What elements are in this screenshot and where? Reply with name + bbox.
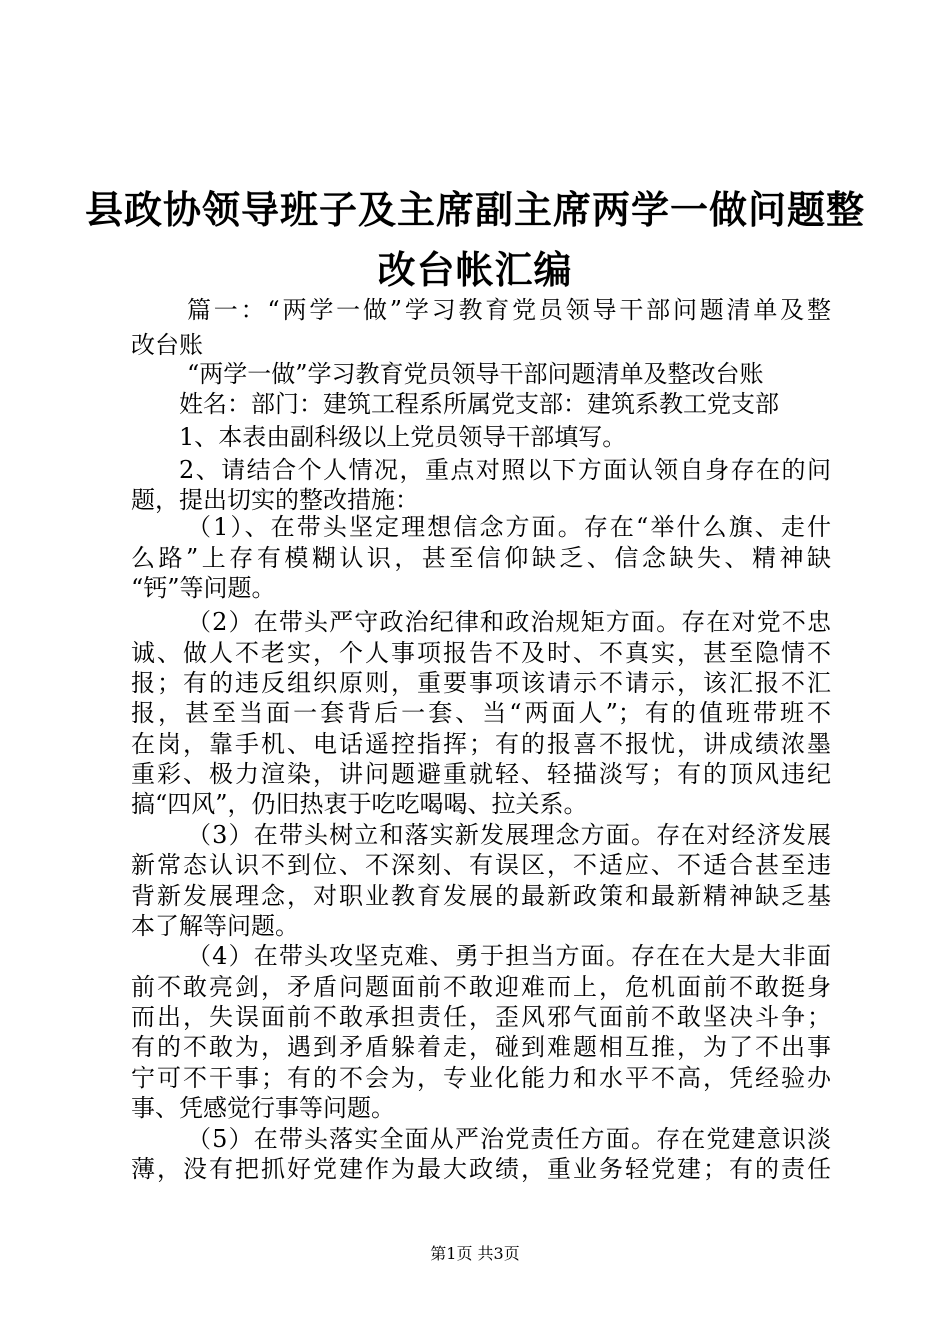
text-line: （2）在带头严守政治纪律和政治规矩方面。存在对党不忠 bbox=[187, 608, 831, 636]
text-line: 搞“四风”，仍旧热衷于吃吃喝喝、拉关系。 bbox=[131, 790, 588, 818]
text-line: 新常态认识不到位、不深刻、有误区，不适应、不适合甚至违 bbox=[131, 851, 831, 879]
text-line: 篇一：“两学一做”学习教育党员领导干部问题清单及整 bbox=[187, 296, 831, 324]
text-line: 薄，没有把抓好党建作为最大政绩，重业务轻党建；有的责任 bbox=[131, 1155, 831, 1183]
text-line: 姓名：部门：建筑工程系所属党支部：建筑系教工党支部 bbox=[179, 390, 779, 418]
text-line: （1）、在带头坚定理想信念方面。存在“举什么旗、走什 bbox=[187, 513, 831, 541]
text-line: 前不敢亮剑，矛盾问题面前不敢迎难而上，危机面前不敢挺身 bbox=[131, 973, 831, 1001]
document-title-line-1: 县政协领导班子及主席副主席两学一做问题整 bbox=[84, 187, 865, 232]
text-line: 而出，失误面前不敢承担责任，歪风邪气面前不敢坚决斗争； bbox=[131, 1003, 831, 1031]
text-line: 报；有的违反组织原则，重要事项该请示不请示，该汇报不汇 bbox=[131, 669, 831, 697]
text-line: 题，提出切实的整改措施： bbox=[131, 486, 419, 514]
text-line: 么路”上存有模糊认识，甚至信仰缺乏、信念缺失、精神缺 bbox=[131, 544, 831, 572]
text-line: “钙”等问题。 bbox=[131, 574, 276, 602]
text-line: （4）在带头攻坚克难、勇于担当方面。存在在大是大非面 bbox=[187, 942, 831, 970]
text-line: 事、凭感觉行事等问题。 bbox=[131, 1094, 395, 1122]
page-footer: 第1页 共3页 bbox=[430, 1244, 520, 1263]
text-line: 有的不敢为，遇到矛盾躲着走，碰到难题相互推，为了不出事 bbox=[131, 1033, 831, 1061]
text-line: （5）在带头落实全面从严治党责任方面。存在党建意识淡 bbox=[187, 1125, 831, 1153]
text-line: 诚、做人不老实，个人事项报告不及时、不真实，甚至隐情不 bbox=[131, 639, 831, 667]
text-line: 宁可不干事；有的不会为，专业化能力和水平不高，凭经验办 bbox=[131, 1064, 831, 1092]
text-line: 在岗，靠手机、电话遥控指挥；有的报喜不报忧，讲成绩浓墨 bbox=[131, 730, 831, 758]
text-line: 报，甚至当面一套背后一套、当“两面人”；有的值班带班不 bbox=[131, 699, 831, 727]
text-line: “两学一做”学习教育党员领导干部问题清单及整改台账 bbox=[187, 360, 764, 388]
text-line: 重彩、极力渲染，讲问题避重就轻、轻描淡写；有的顶风违纪 bbox=[131, 760, 831, 788]
text-line: 改台账 bbox=[131, 331, 203, 359]
text-line: 本了解等问题。 bbox=[131, 912, 299, 940]
text-line: 2、请结合个人情况，重点对照以下方面认领自身存在的问 bbox=[179, 456, 831, 484]
text-line: 1、本表由副科级以上党员领导干部填写。 bbox=[179, 423, 627, 451]
document-title-line-2: 改台帐汇编 bbox=[377, 247, 573, 292]
text-line: 背新发展理念，对职业教育发展的最新政策和最新精神缺乏基 bbox=[131, 882, 831, 910]
text-line: （3）在带头树立和落实新发展理念方面。存在对经济发展 bbox=[187, 821, 831, 849]
